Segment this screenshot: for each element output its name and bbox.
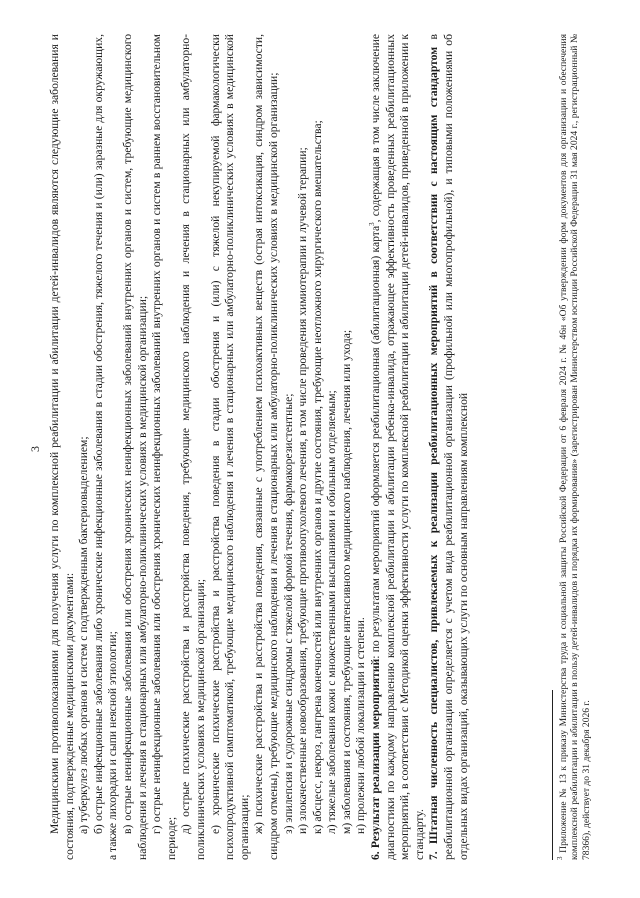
section-6-text-b: , содержащая в том числе заключение диагностики по каждому направлению комплексной реабилитации и абилитации ребенка-инвалида, отражающее эффективность проведенных реабилитационных мероприятий, в соответствии с Методикой оценки эффективности услуги по комплексной реабилитации и абилитации детей-инвалидов, приведенной в приложении к стандарту. [369, 34, 426, 860]
page-number: 3 [28, 446, 42, 452]
list-item-e: е) хронические психические расстройства и расстройства поведения в стадии обострения и (или) с тяжелой некупируемой фармакологически психопродуктивной симптоматикой, требующие медицинского наблюдения и лечения в стационарных или амбулаторно-поликлинических условиях в медицинской организации; [208, 34, 251, 860]
footnote-ref-3[interactable]: 3 [368, 222, 377, 226]
section-6-text-a: : по результатам мероприятий оформляется реабилитационная (абилитационная) карта [369, 225, 383, 659]
list-item-k: к) абсцесс, некроз, гангрена конечностей или внутренних органов и другие состояния, требующие неотложного хирургического вмешательства; [310, 120, 324, 834]
section-6-heading: 6. Результат реализации мероприятий [369, 658, 383, 860]
list-item-v: в) острые неинфекционные заболевания или обострения хронических неинфекционных заболеваний внутренних органов и систем, требующие медицинского наблюдения и лечения в стационарных или амбулаторно-поликлинических условиях в медицинской организации; [120, 34, 149, 860]
document-body [48, 34, 471, 860]
section-7-paragraph [427, 34, 471, 860]
section-7-heading: 7. Штатная численность специалистов, привлекаемых к реализации реабилитационных мероприятий в соответствии с настоящим стандартом [427, 46, 441, 860]
paragraph-contraindications-intro: Медицинскими противопоказаниями для получения услуги по комплексной реабилитации и абилитации детей-инвалидов являются следующие заболевания и состояния, подтвержденные медицинскими документами: [48, 34, 76, 860]
list-item-zh: ж) психические расстройства и расстройства поведения, связанные с употреблением психоактивных веществ (острая интоксикация, синдром зависимости, синдром отмены), требующие медицинского наблюдения и лечения в стационарных или амбулаторно-поликлинических условиях в медицинской организации; [252, 34, 280, 860]
list-item-z: з) эпилепсия и судорожные синдромы с тяжелой формой течения, фармакорезистентные; [281, 393, 295, 834]
section-7-text: в реабилитационной организации определяется с учетом вида реабилитационной организации (профильной или многопрофильной), и типовыми положениями об отдельных видах организаций, оказывающих услуги по основным направлениям комплексной [427, 34, 470, 860]
footnote-text: Приложение № 13 к приказу Министерства труда и социальной защиты Российской Федерации от 6 февраля 2024 г. № 46н «Об утверждении форм документов для организации и обеспечения комплексной реабилитации и абилитации в пользу детей-инвалидов и порядка их формирования» (зарегистрирован Министерством юстиции Российской Федерации 31 мая 2024 г., регистрационный № 78366), действует до 31 декабря 2026 г. [558, 34, 592, 860]
list-item-b: б) острые инфекционные заболевания либо хронические инфекционные заболевания в стадии обострения, тяжелого течения и (или) заразные для окружающих, а также лихорадки и сыпи неясной этиологии; [91, 34, 120, 860]
list-item-l: л) тяжелые заболевания кожи с множественными высыпаниями и обильным отделяемым; [325, 390, 339, 834]
footnote-marker: 3 [555, 856, 564, 860]
list-item-i: и) злокачественные новообразования, требующие противоопухолевого лечения, в том числе проведения химиотерапии и лучевой терапии; [296, 147, 310, 834]
section-6-paragraph [369, 34, 427, 860]
footnote-divider [552, 690, 553, 860]
list-item-m: м) заболевания и состояния, требующие интенсивного медицинского наблюдения, лечения или ухода; [339, 329, 353, 834]
footnote [555, 34, 592, 860]
list-item-n: н) пролежни любой локализации и степени. [354, 617, 368, 834]
list-item-d: д) острые психические расстройства и расстройства поведения, требующие медицинского наблюдения и лечения в стационарных или амбулаторно-поликлинических условиях в медицинской организации; [179, 34, 207, 860]
list-item-a: а) туберкулез любых органов и систем с подтвержденным бактериовыделением; [77, 436, 91, 834]
list-item-g: г) острые неинфекционные заболевания или обострения хронических неинфекционных заболеваний внутренних органов и систем в раннем восстановительном периоде; [150, 34, 178, 860]
